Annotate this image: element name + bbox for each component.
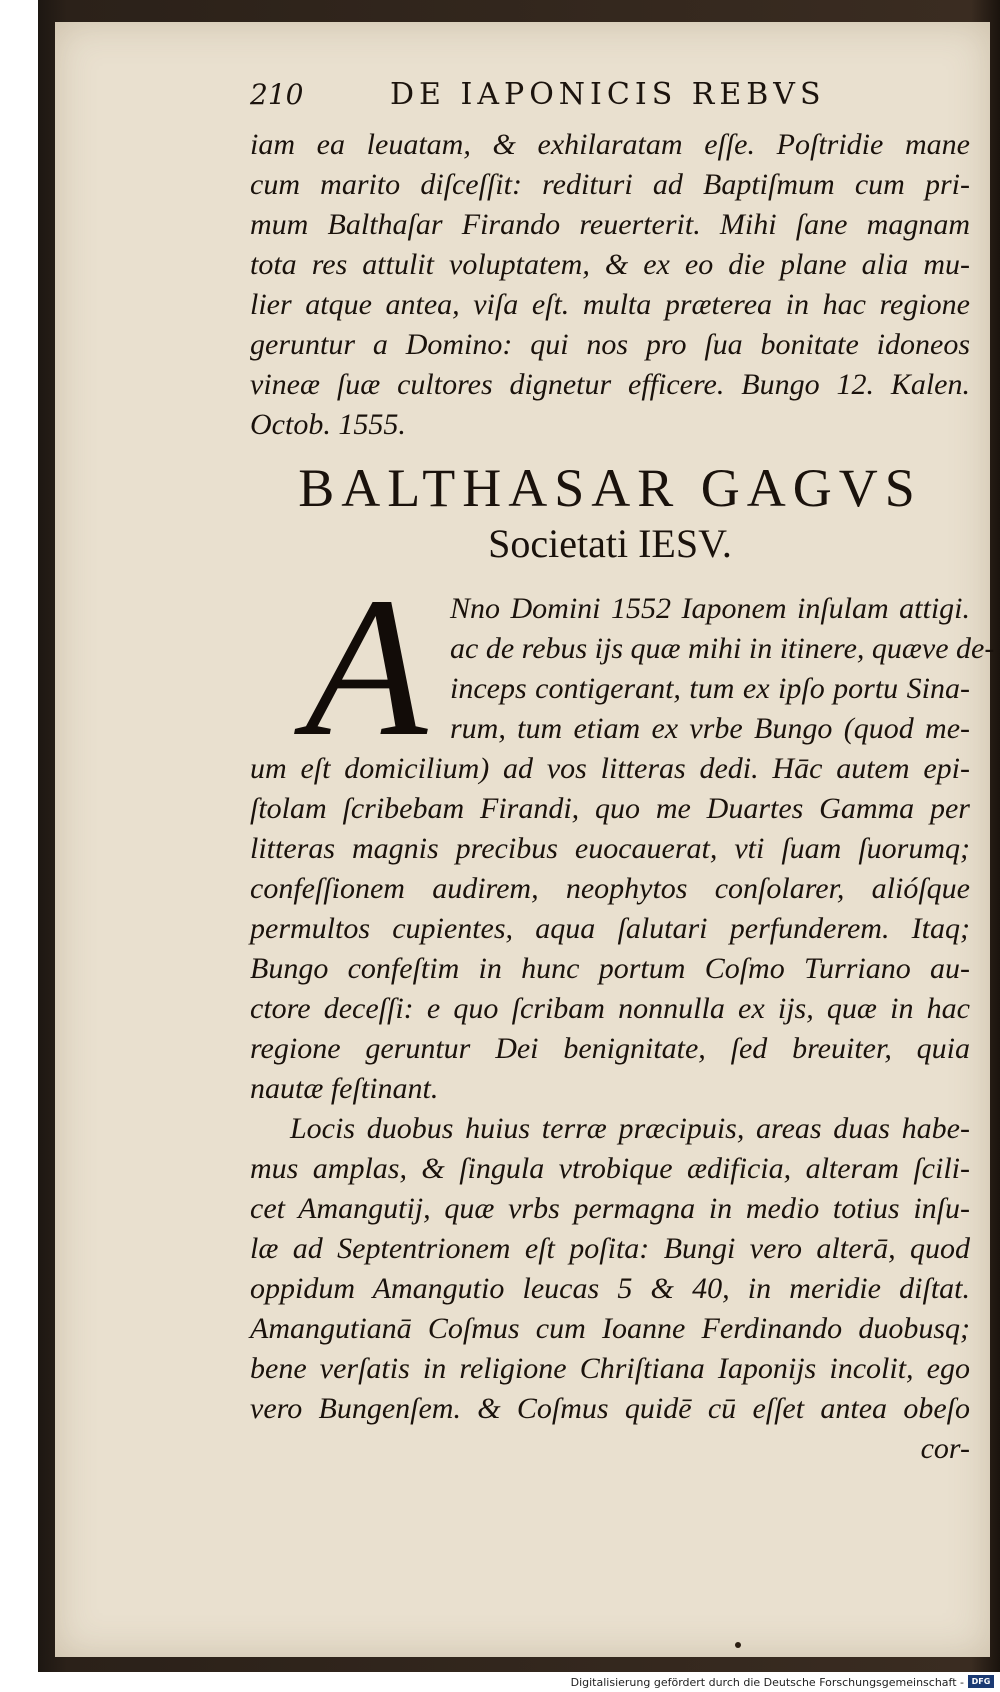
text-line: tota res attulit voluptatem, & ex eo die plane alia mu- xyxy=(250,248,970,281)
text-line: mum Balthaſar Firando reuerterit. Mihi ſane magnam xyxy=(250,208,970,241)
ink-mark xyxy=(735,1642,741,1648)
text-line: vineæ ſuæ cultores dignetur efficere. Bungo 12. Kalen. xyxy=(250,368,970,401)
text-line: Locis duobus huius terræ præcipuis, areas duas habe- xyxy=(290,1112,970,1145)
drop-initial: A xyxy=(305,557,428,778)
text-line: ctore deceſſi: e quo ſcribam nonnulla ex ijs, quæ in hac xyxy=(250,992,970,1025)
letter-heading xyxy=(250,457,970,569)
text-line: lier atque antea, viſa eſt. multa præterea in hac regione xyxy=(250,288,970,321)
text-line: iam ea leuatam, & exhilaratam eſſe. Poſtridie mane xyxy=(250,128,970,161)
text-line: um eſt domicilium) ad vos litteras dedi. Hāc autem epi- xyxy=(250,752,970,785)
digitization-credit: Digitalisierung gefördert durch die Deutsche Forschungsgemeinschaft - xyxy=(570,1676,964,1689)
text-line: cum marito diſceſſit: redituri ad Baptiſmum cum pri- xyxy=(250,168,970,201)
text-line: Octob. 1555. xyxy=(250,408,406,441)
text-line: Amangutianā Coſmus cum Ioanne Ferdinando duobusq; xyxy=(250,1312,970,1345)
page-number: 210 xyxy=(250,78,304,111)
letter-author-name: BALTHASAR GAGVS xyxy=(298,458,922,518)
text-line: inceps contigerant, tum ex ipſo portu Sina- xyxy=(450,672,970,705)
text-line: regione geruntur Dei benignitate, ſed breuiter, quia xyxy=(250,1032,970,1065)
text-line: nautæ feſtinant. xyxy=(250,1072,439,1105)
text-line: mus amplas, & ſingula vtrobique ædificia, alteram ſcili- xyxy=(250,1152,970,1185)
text-line: geruntur a Domino: qui nos pro ſua bonitate idoneos xyxy=(250,328,970,361)
text-line: Bungo confeſtim in hunc portum Coſmo Turriano au- xyxy=(250,952,970,985)
text-line: rum, tum etiam ex vrbe Bungo (quod me- xyxy=(450,712,970,745)
text-line: ac de rebus ijs quæ mihi in itinere, quæve de- xyxy=(450,632,995,665)
text-line: cet Amangutij, quæ vrbs permagna in medio totius inſu- xyxy=(250,1192,970,1225)
text-line: ſtolam ſcribebam Firandi, quo me Duartes Gamma per xyxy=(250,792,970,825)
letter-addressee: Societati IESV. xyxy=(488,521,732,566)
text-line: bene verſatis in religione Chriſtiana Iaponijs incolit, ego xyxy=(250,1352,970,1385)
text-line: læ ad Septentrionem eſt poſita: Bungi vero alterā, quod xyxy=(250,1232,970,1265)
page-text-block xyxy=(250,77,995,1469)
continuation-paragraph xyxy=(250,125,970,445)
text-line: Nno Domini 1552 Iaponem inſulam attigi. xyxy=(450,592,970,625)
running-head xyxy=(250,77,970,125)
text-line: permultos cupientes, aqua ſalutari perfunderem. Itaq; xyxy=(250,912,970,945)
text-line: litteras magnis precibus euocauerat, vti ſuam ſuorumq; xyxy=(250,832,970,865)
text-line: confeſſionem audirem, neophytos conſolarer, alióſque xyxy=(250,872,970,905)
letter-opening-paragraph xyxy=(250,557,995,1109)
text-line: vero Bungenſem. & Coſmus quidē cū eſſet antea obeſo xyxy=(250,1392,970,1425)
letter-second-paragraph xyxy=(250,1109,970,1469)
catchword: cor- xyxy=(920,1432,970,1465)
running-title: DE IAPONICIS REBVS xyxy=(390,77,826,112)
text-line: oppidum Amangutio leucas 5 & 40, in meridie diſtat. xyxy=(250,1272,970,1305)
dfg-logo: DFG xyxy=(968,1675,994,1688)
book-page xyxy=(55,22,995,1657)
